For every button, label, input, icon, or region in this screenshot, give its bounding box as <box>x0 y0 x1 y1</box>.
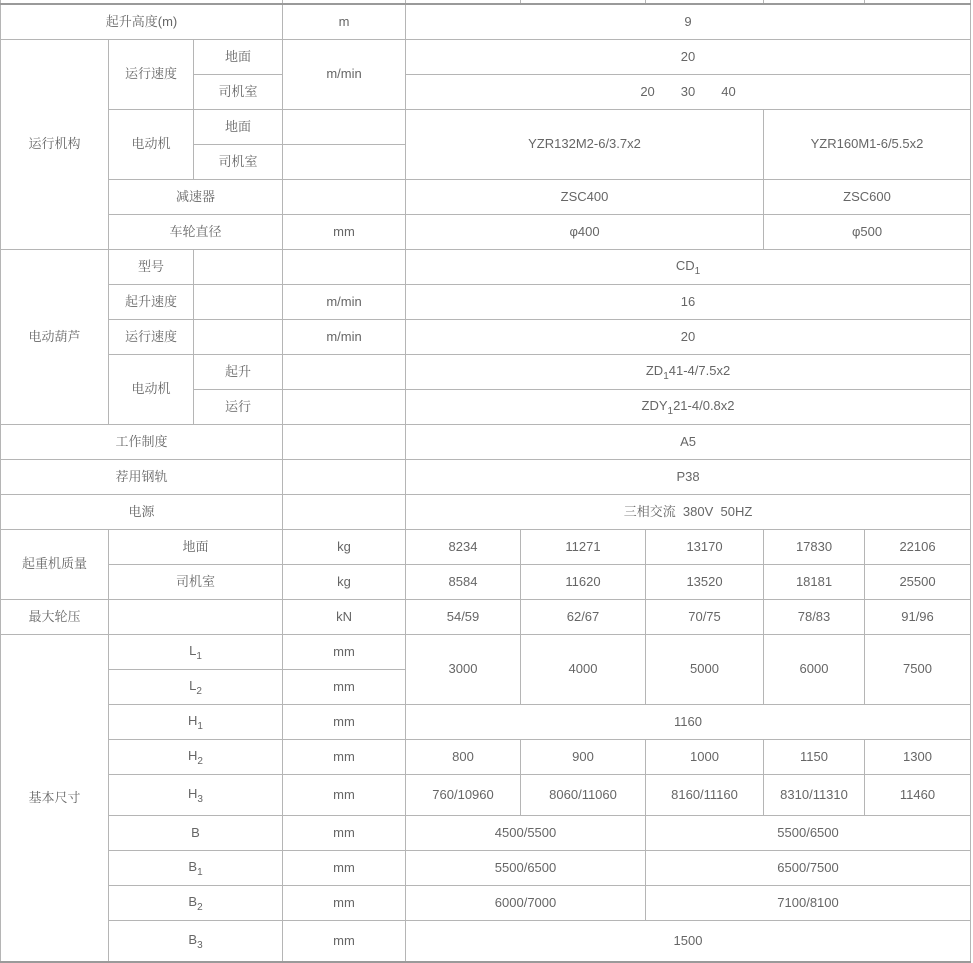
dim-H2-value: 1300 <box>865 740 971 775</box>
dim-B-pre: B <box>191 824 200 840</box>
power-supply-unit-empty <box>283 495 406 530</box>
crane-mass-ground-value: 22106 <box>865 530 971 565</box>
dim-B1-sub: 1 <box>197 866 203 878</box>
work-duty-unit-empty <box>283 425 406 460</box>
wheel-diameter-label: 车轮直径 <box>109 215 283 250</box>
travel-speed-cab-value: 20 <box>640 83 655 99</box>
dim-unit: mm <box>283 705 406 740</box>
max-wheel-load-label: 最大轮压 <box>1 600 109 635</box>
hoist-lifting-speed-unit: m/min <box>283 285 406 320</box>
dim-unit: mm <box>283 921 406 963</box>
dim-unit: mm <box>283 635 406 670</box>
dim-B-value-left: 4500/5500 <box>406 816 646 851</box>
row-hoist-motor-lifting <box>1 355 971 390</box>
dim-H3-label <box>109 775 283 816</box>
dim-unit: mm <box>283 816 406 851</box>
max-wheel-load-value: 54/59 <box>406 600 521 635</box>
row-max-wheel-load <box>1 600 971 635</box>
row-hoist-lifting-speed <box>1 285 971 320</box>
row-hoist-travel-speed <box>1 320 971 355</box>
travel-speed-unit: m/min <box>283 40 406 110</box>
hoist-model-value-sub: 1 <box>694 265 701 277</box>
hoist-model-value <box>406 250 971 285</box>
crane-mass-cab-value: 25500 <box>865 565 971 600</box>
hoist-motor-travel-unit-empty <box>283 390 406 425</box>
lifting-height-value: 9 <box>406 4 971 40</box>
row-reducer <box>1 180 971 215</box>
travel-speed-cab-value: 30 <box>680 83 696 99</box>
recommended-rail-value: P38 <box>406 460 971 495</box>
hoist-lifting-speed-sub-empty <box>194 285 283 320</box>
reducer-value-left: ZSC400 <box>406 180 764 215</box>
reducer-unit-empty <box>283 180 406 215</box>
hoist-motor-lifting-unit-empty <box>283 355 406 390</box>
dim-B2-sub: 2 <box>197 901 203 913</box>
max-wheel-load-unit: kN <box>283 600 406 635</box>
hoist-motor-travel-value <box>406 390 971 425</box>
dim-H1-pre: H <box>188 712 198 728</box>
dim-B2-pre: B <box>188 893 198 909</box>
dim-B3-sub: 3 <box>197 939 203 951</box>
row-dim-B <box>1 816 971 851</box>
hoist-model-unit-empty <box>283 250 406 285</box>
dim-B3-pre: B <box>188 931 198 947</box>
dim-unit: mm <box>283 670 406 705</box>
dim-L1-sub: 1 <box>196 650 202 662</box>
travel-speed-cab-label: 司机室 <box>194 75 283 110</box>
travel-speed-label: 运行速度 <box>109 40 194 110</box>
hoist-motor-travel-value-pre: ZDY <box>641 397 668 413</box>
max-wheel-load-sub-empty <box>109 600 283 635</box>
dim-H2-sub: 2 <box>197 755 203 767</box>
hoist-motor-travel-value-post: 21-4/0.8x2 <box>673 397 735 413</box>
recommended-rail-unit-empty <box>283 460 406 495</box>
recommended-rail-label: 荐用钢轨 <box>1 460 283 495</box>
dim-L1-pre: L <box>189 642 197 658</box>
row-wheel-diameter <box>1 215 971 250</box>
reducer-label: 减速器 <box>109 180 283 215</box>
hoist-motor-travel-value-sub: 1 <box>667 405 674 417</box>
travel-motor-ground-label: 地面 <box>194 110 283 145</box>
dim-H1-label <box>109 705 283 740</box>
dim-B2-value-right: 7100/8100 <box>646 886 971 921</box>
dim-H3-value: 8160/11160 <box>646 775 764 816</box>
row-recommended-rail <box>1 460 971 495</box>
dim-B1-value-left: 5500/6500 <box>406 851 646 886</box>
hoist-travel-speed-unit: m/min <box>283 320 406 355</box>
dim-H3-pre: H <box>188 785 198 801</box>
dim-unit: mm <box>283 775 406 816</box>
dim-L2-sub: 2 <box>196 685 202 697</box>
dim-B2-label <box>109 886 283 921</box>
dim-H2-pre: H <box>188 747 198 763</box>
travel-speed-ground-label: 地面 <box>194 40 283 75</box>
travel-mechanism-group-label: 运行机构 <box>1 40 109 250</box>
row-travel-speed-ground <box>1 40 971 75</box>
row-crane-mass-ground <box>1 530 971 565</box>
hoist-motor-lifting-value-post: 41-4/7.5x2 <box>668 362 731 378</box>
dim-B1-pre: B <box>188 858 198 874</box>
dim-unit: mm <box>283 851 406 886</box>
row-hoist-model <box>1 250 971 285</box>
dim-B-value-right: 5500/6500 <box>646 816 971 851</box>
row-dim-H2 <box>1 740 971 775</box>
crane-mass-cab-value: 18181 <box>764 565 865 600</box>
basic-dimensions-group-label: 基本尺寸 <box>1 635 109 963</box>
hoist-lifting-speed-value: 16 <box>406 285 971 320</box>
hoist-model-label: 型号 <box>109 250 194 285</box>
dim-L12-value: 6000 <box>764 635 865 705</box>
crane-mass-ground-label: 地面 <box>109 530 283 565</box>
dim-H3-value: 8310/11310 <box>764 775 865 816</box>
dim-L12-value: 4000 <box>521 635 646 705</box>
dim-H2-value: 1150 <box>764 740 865 775</box>
row-work-duty <box>1 425 971 460</box>
dim-H3-value: 8060/11060 <box>521 775 646 816</box>
row-power-supply <box>1 495 971 530</box>
dim-B3-value: 1500 <box>406 921 971 963</box>
travel-motor-unit-empty <box>283 145 406 180</box>
crane-mass-cab-value: 11620 <box>521 565 646 600</box>
row-lifting-height <box>1 4 971 40</box>
crane-mass-ground-value: 11271 <box>521 530 646 565</box>
dim-H1-sub: 1 <box>197 720 203 732</box>
reducer-value-right: ZSC600 <box>764 180 971 215</box>
wheel-diameter-value-right: φ500 <box>764 215 971 250</box>
hoist-model-sub-empty <box>194 250 283 285</box>
crane-mass-group-label: 起重机质量 <box>1 530 109 600</box>
wheel-diameter-unit: mm <box>283 215 406 250</box>
dim-H2-value: 900 <box>521 740 646 775</box>
dim-B-label <box>109 816 283 851</box>
travel-motor-label: 电动机 <box>109 110 194 180</box>
row-dim-B2 <box>1 886 971 921</box>
dim-H1-value: 1160 <box>406 705 971 740</box>
travel-speed-cab-value: 40 <box>721 83 736 99</box>
row-dim-B1 <box>1 851 971 886</box>
dim-B3-label <box>109 921 283 963</box>
crane-mass-ground-value: 17830 <box>764 530 865 565</box>
crane-mass-unit: kg <box>283 565 406 600</box>
hoist-model-value-pre: CD <box>675 257 695 273</box>
row-dim-B3 <box>1 921 971 963</box>
travel-motor-unit-empty <box>283 110 406 145</box>
hoist-lifting-speed-label: 起升速度 <box>109 285 194 320</box>
hoist-motor-lifting-value-sub: 1 <box>663 370 669 382</box>
crane-mass-cab-value: 8584 <box>406 565 521 600</box>
dim-L12-value: 5000 <box>646 635 764 705</box>
max-wheel-load-value: 91/96 <box>865 600 971 635</box>
dim-H3-value: 760/10960 <box>406 775 521 816</box>
dim-H2-value: 1000 <box>646 740 764 775</box>
hoist-motor-lifting-label: 起升 <box>194 355 283 390</box>
dim-unit: mm <box>283 740 406 775</box>
power-supply-label: 电源 <box>1 495 283 530</box>
hoist-motor-lifting-value-pre: ZD <box>645 362 664 378</box>
travel-speed-cab-values-group <box>640 84 735 101</box>
dim-B1-label <box>109 851 283 886</box>
dim-L2-label <box>109 670 283 705</box>
travel-motor-value-left: YZR132M2-6/3.7x2 <box>406 110 764 180</box>
max-wheel-load-value: 70/75 <box>646 600 764 635</box>
max-wheel-load-value: 62/67 <box>521 600 646 635</box>
dim-L1-label <box>109 635 283 670</box>
crane-mass-ground-value: 8234 <box>406 530 521 565</box>
dim-B2-value-left: 6000/7000 <box>406 886 646 921</box>
hoist-group-label: 电动葫芦 <box>1 250 109 425</box>
row-dim-H3 <box>1 775 971 816</box>
travel-motor-value-right: YZR160M1-6/5.5x2 <box>764 110 971 180</box>
lifting-height-unit: m <box>283 4 406 40</box>
hoist-travel-speed-sub-empty <box>194 320 283 355</box>
dim-unit: mm <box>283 886 406 921</box>
travel-motor-cab-label: 司机室 <box>194 145 283 180</box>
dim-L2-pre: L <box>189 677 197 693</box>
hoist-motor-lifting-value <box>406 355 971 390</box>
row-dim-H1 <box>1 705 971 740</box>
hoist-travel-speed-value: 20 <box>406 320 971 355</box>
row-crane-mass-cab <box>1 565 971 600</box>
hoist-motor-label: 电动机 <box>109 355 194 425</box>
dim-L12-value: 3000 <box>406 635 521 705</box>
hoist-travel-speed-label: 运行速度 <box>109 320 194 355</box>
crane-mass-cab-value: 13520 <box>646 565 764 600</box>
wheel-diameter-value-left: φ400 <box>406 215 764 250</box>
crane-mass-cab-label: 司机室 <box>109 565 283 600</box>
dim-H3-sub: 3 <box>197 793 203 805</box>
row-dim-L1 <box>1 635 971 670</box>
dim-H2-value: 800 <box>406 740 521 775</box>
dim-L12-value: 7500 <box>865 635 971 705</box>
crane-mass-ground-value: 13170 <box>646 530 764 565</box>
lifting-height-label: 起升高度(m) <box>1 4 283 40</box>
hoist-motor-travel-label: 运行 <box>194 390 283 425</box>
dim-B1-value-right: 6500/7500 <box>646 851 971 886</box>
travel-speed-cab-values <box>406 75 971 110</box>
travel-speed-ground-value: 20 <box>406 40 971 75</box>
power-supply-value: 三相交流 380V 50HZ <box>406 495 971 530</box>
row-travel-motor-ground <box>1 110 971 145</box>
crane-mass-unit: kg <box>283 530 406 565</box>
max-wheel-load-value: 78/83 <box>764 600 865 635</box>
dim-H3-value: 11460 <box>865 775 971 816</box>
dim-H2-label <box>109 740 283 775</box>
work-duty-value: A5 <box>406 425 971 460</box>
work-duty-label: 工作制度 <box>1 425 283 460</box>
